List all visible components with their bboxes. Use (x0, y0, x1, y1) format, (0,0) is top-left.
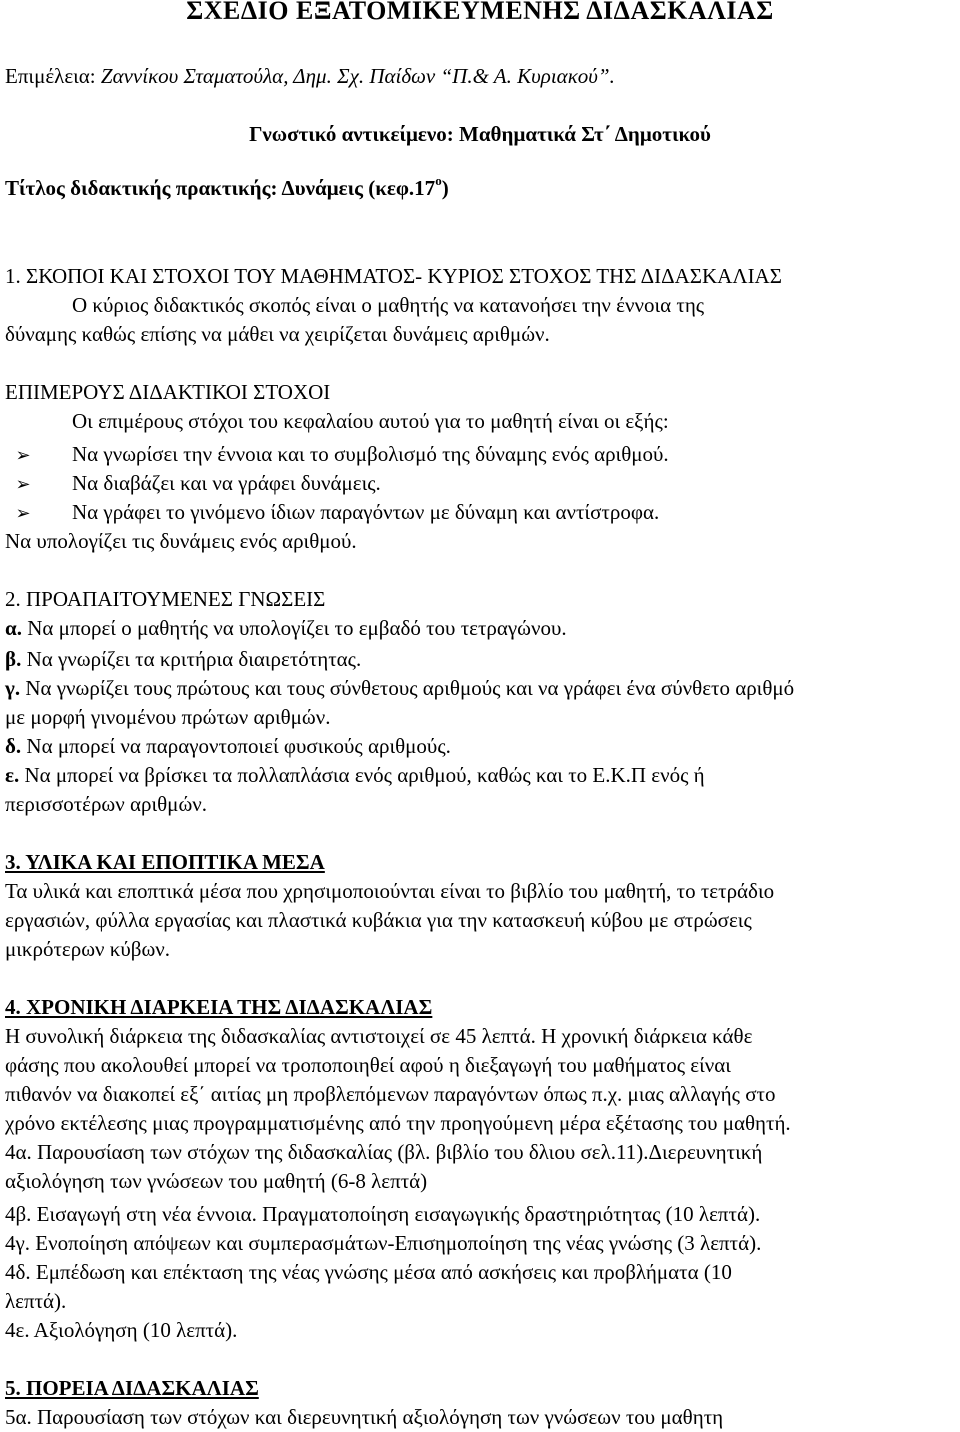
subject-line: Γνωστικό αντικείμενο: Μαθηματικά Στ΄ Δημοτικού (249, 122, 711, 146)
paragraph-line: λεπτά). (5, 1289, 67, 1313)
section4-heading: 4. ΧΡΟΝΙΚΗ ΔΙΑΡΚΕΙΑ ΤΗΣ ΔΙΔΑΣΚΑΛΙΑΣ (5, 995, 433, 1019)
section3-heading: 3. ΥΛΙΚΑ ΚΑΙ ΕΠΟΠΤΙΚΑ ΜΕΣΑ (5, 850, 325, 874)
list-item (5, 790, 952, 819)
list-item (12, 498, 952, 528)
paragraph-line: αξιολόγηση των γνώσεων του μαθητή (6-8 λεπτά) (5, 1169, 428, 1193)
paragraph-line: 4α. Παρουσίαση των στόχων της διδασκαλίας (βλ. βιβλίο του δλιου σελ.11).Διερευνητική (5, 1140, 763, 1164)
subgoals-heading: ΕΠΙΜΕΡΟΥΣ ΔΙΔΑΚΤΙΚΟΙ ΣΤΟΧΟΙ (5, 380, 331, 404)
practice-title (5, 174, 952, 203)
item-text: Να μπορεί να βρίσκει τα πολλαπλάσια ενός αριθμού, καθώς και το Ε.Κ.Π ενός ή (19, 763, 705, 787)
list-item (5, 645, 952, 674)
section1-heading: 1. ΣΚΟΠΟΙ ΚΑΙ ΣΤΟΧΟΙ ΤΟΥ ΜΑΘΗΜΑΤΟΣ- ΚΥΡΙΟΣ ΣΤΟΧΟΣ ΤΗΣ ΔΙΔΑΣΚΑΛΙΑΣ (5, 264, 782, 288)
item-text: Να μπορεί να παραγοντοποιεί φυσικούς αριθμούς. (21, 734, 451, 758)
list-item (5, 703, 952, 732)
main-goal-line: Ο κύριος διδακτικός σκοπός είναι ο μαθητής να κατανοήσει την έννοια της (72, 293, 705, 317)
item-text: περισσοτέρων αριθμών. (5, 792, 208, 816)
paragraph-line: 4γ. Ενοποίηση απόψεων και συμπερασμάτων-Επισημοποίηση της νέας γνώσης (3 λεπτά). (5, 1231, 762, 1255)
list-item-text: Να γράφει το γινόμενο ίδιων παραγόντων με δύναμη και αντίστροφα. (72, 500, 660, 524)
paragraph-line: Η συνολική διάρκεια της διδασκαλίας αντιστοιχεί σε 45 λεπτά. Η χρονική διάρκεια κάθε (5, 1024, 753, 1048)
item-label: ε. (5, 763, 20, 787)
list-item (5, 732, 952, 761)
section2-heading: 2. ΠΡΟΑΠΑΙΤΟΥΜΕΝΕΣ ΓΝΩΣΕΙΣ (5, 587, 326, 611)
list-item-text: Να διαβάζει και να γράφει δυνάμεις. (72, 471, 381, 495)
list-item (12, 469, 952, 499)
paragraph-line: πιθανόν να διακοπεί εξ΄ αιτίας μη προβλεπόμενων παραγόντων όπως π.χ. μιας αλλαγής στο (5, 1082, 776, 1106)
item-text: Να μπορεί ο μαθητής να υπολογίζει το εμβαδό του τετραγώνου. (21, 616, 567, 640)
list-item (5, 761, 952, 790)
editor-line (5, 62, 952, 91)
paragraph-line: Τα υλικά και εποπτικά μέσα που χρησιμοποιούνται είναι το βιβλίο του μαθητή, το τετράδιο (5, 879, 775, 903)
paragraph-line: εργασιών, φύλλα εργασίας και πλαστικά κυβάκια για την κατασκευή κύβου με στρώσεις (5, 908, 752, 932)
item-label: δ. (5, 734, 22, 758)
item-text: Να γνωρίζει τους πρώτους και τους σύνθετους αριθμούς και να γράφει ένα σύνθετο αριθμό (20, 676, 795, 700)
last-goal: Να υπολογίζει τις δυνάμεις ενός αριθμού. (5, 529, 357, 553)
paragraph-line: 5α. Παρουσίαση των στόχων και διερευνητική αξιολόγηση των γνώσεων του μαθητη (5, 1405, 724, 1429)
list-item (12, 440, 952, 470)
paragraph-line: 4β. Εισαγωγή στη νέα έννοια. Πραγματοποίηση εισαγωγικής δραστηριότητας (10 λεπτά). (5, 1202, 761, 1226)
main-goal-line: δύναμης καθώς επίσης να μάθει να χειρίζεται δυνάμεις αριθμών. (5, 322, 550, 346)
list-item-text: Να γνωρίσει την έννοια και το συμβολισμό της δύναμης ενός αριθμού. (72, 442, 669, 466)
item-label: α. (5, 616, 22, 640)
editor-name: Ζαννίκου Σταματούλα, Δημ. Σχ. Παίδων “Π.& Α. Κυριακού”. (95, 64, 615, 88)
paragraph-line: χρόνο εκτέλεσης μιας προγραμματισμένης από την προηγούμενη μέρα εξέτασης του μαθητή. (5, 1111, 791, 1135)
arrow-bullet-icon: ➢ (15, 503, 31, 523)
arrow-bullet-icon: ➢ (15, 445, 31, 465)
paragraph-line: φάσης που ακολουθεί μπορεί να τροποποιηθεί αφού η διεξαγωγή του μαθήματος είναι (5, 1053, 731, 1077)
editor-label: Επιμέλεια: (5, 64, 96, 88)
item-text: με μορφή γινομένου πρώτων αριθμών. (5, 705, 331, 729)
arrow-bullet-icon: ➢ (15, 474, 31, 494)
page-title: ΣΧΕΔΙΟ ΕΞΑΤΟΜΙΚΕΥΜΕΝΗΣ ΔΙΔΑΣΚΑΛΙΑΣ (186, 0, 774, 25)
section5-heading: 5. ΠΟΡΕΙΑ ΔΙΔΑΣΚΑΛΙΑΣ (5, 1376, 259, 1400)
paragraph-line: 4δ. Εμπέδωση και επέκταση της νέας γνώσης μέσα από ασκήσεις και προβλήματα (10 (5, 1260, 732, 1284)
list-item (5, 614, 952, 643)
item-label: β. (5, 647, 22, 671)
paragraph-line: 4ε. Αξιολόγηση (10 λεπτά). (5, 1318, 238, 1342)
practice-title-sup: ο (435, 173, 442, 188)
item-text: Να γνωρίζει τα κριτήρια διαιρετότητας. (21, 647, 362, 671)
list-item (5, 674, 952, 703)
paragraph-line: μικρότερων κύβων. (5, 937, 171, 961)
subgoals-intro: Οι επιμέρους στόχοι του κεφαλαίου αυτού για το μαθητή είναι οι εξής: (72, 409, 669, 433)
item-label: γ. (5, 676, 21, 700)
practice-title-end: ) (441, 176, 449, 200)
practice-title-text: Τίτλος διδακτικής πρακτικής: Δυνάμεις (κεφ.17 (5, 176, 436, 200)
